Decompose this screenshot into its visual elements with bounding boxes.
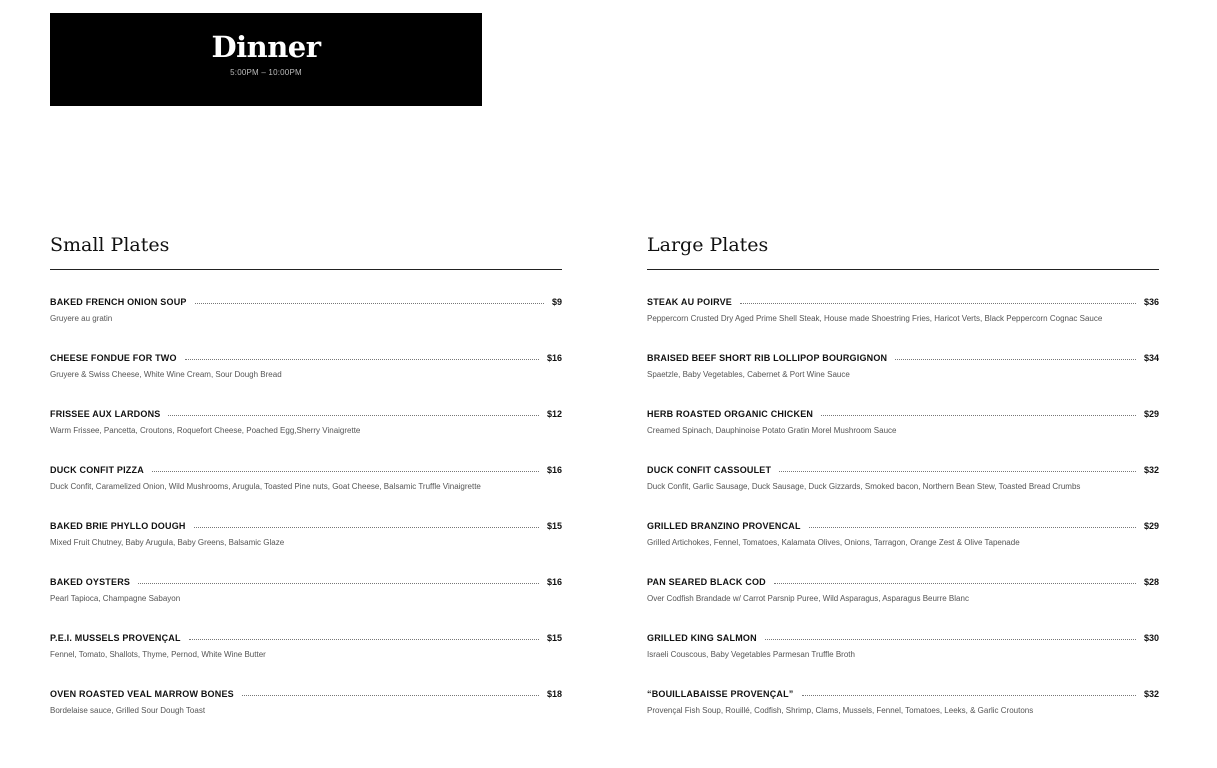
item-name: BAKED OYSTERS [50, 577, 131, 587]
item-name: OVEN ROASTED VEAL MARROW BONES [50, 689, 234, 699]
item-description: Creamed Spinach, Dauphinoise Potato Gratin Morel Mushroom Sauce [647, 426, 897, 435]
item-description: Mixed Fruit Chutney, Baby Arugula, Baby Greens, Balsamic Glaze [50, 538, 285, 547]
item-description: Grilled Artichokes, Fennel, Tomatoes, Kalamata Olives, Onions, Tarragon, Orange Zest & Olive Tapenade [647, 538, 1020, 547]
dotted-leader [821, 415, 1136, 416]
menu-item [647, 688, 1159, 744]
dotted-leader [138, 583, 539, 584]
item-price: $15 [546, 633, 562, 643]
item-name: CHEESE FONDUE FOR TWO [50, 353, 177, 363]
dotted-leader [774, 583, 1136, 584]
dotted-leader [152, 471, 539, 472]
item-price: $32 [1143, 465, 1159, 475]
item-description: Israeli Couscous, Baby Vegetables Parmesan Truffle Broth [647, 650, 855, 659]
item-name: DUCK CONFIT CASSOULET [647, 465, 772, 475]
item-name: P.E.I. MUSSELS PROVENÇAL [50, 633, 181, 643]
menu-item [50, 296, 562, 352]
item-description: Over Codfish Brandade w/ Carrot Parsnip Puree, Wild Asparagus, Asparagus Beurre Blanc [647, 594, 969, 603]
item-description: Duck Confit, Caramelized Onion, Wild Mushrooms, Arugula, Toasted Pine nuts, Goat Cheese, Balsamic Truffle Vinaigrette [50, 482, 481, 491]
dotted-leader [185, 359, 539, 360]
section-divider [647, 269, 1159, 270]
item-description: Spaetzle, Baby Vegetables, Cabernet & Port Wine Sauce [647, 370, 850, 379]
section-title-small-plates: Small Plates [50, 234, 170, 256]
item-name: HERB ROASTED ORGANIC CHICKEN [647, 409, 814, 419]
dotted-leader [194, 527, 539, 528]
dotted-leader [195, 303, 544, 304]
menu-item [50, 464, 562, 520]
menu-item [647, 408, 1159, 464]
large-plates-list [647, 296, 1159, 744]
item-description: Duck Confit, Garlic Sausage, Duck Sausage, Duck Gizzards, Smoked bacon, Northern Bean Stew, Toasted Bread Crumbs [647, 482, 1081, 491]
item-description: Peppercorn Crusted Dry Aged Prime Shell Steak, House made Shoestring Fries, Haricot Verts, Black Peppercorn Cognac Sauce [647, 314, 1103, 323]
menu-item [50, 576, 562, 632]
banner-hours: 5:00PM – 10:00PM [230, 68, 302, 77]
dotted-leader [740, 303, 1136, 304]
menu-item [50, 352, 562, 408]
small-plates-section [50, 233, 562, 744]
item-description: Fennel, Tomato, Shallots, Thyme, Pernod, White Wine Butter [50, 650, 266, 659]
item-price: $18 [546, 689, 562, 699]
dotted-leader [765, 639, 1136, 640]
menu-item [50, 408, 562, 464]
item-name: STEAK AU POIRVE [647, 297, 733, 307]
item-name: BAKED FRENCH ONION SOUP [50, 297, 187, 307]
item-price: $12 [546, 409, 562, 419]
item-price: $29 [1143, 409, 1159, 419]
dotted-leader [168, 415, 538, 416]
item-description: Provençal Fish Soup, Rouillé, Codfish, Shrimp, Clams, Mussels, Fennel, Tomatoes, Leeks, & Garlic Croutons [647, 706, 1034, 715]
item-name: GRILLED BRANZINO PROVENCAL [647, 521, 801, 531]
item-name: PAN SEARED BLACK COD [647, 577, 766, 587]
item-name: “BOUILLABAISSE PROVENÇAL” [647, 689, 794, 699]
item-description: Pearl Tapioca, Champagne Sabayon [50, 594, 181, 603]
dotted-leader [189, 639, 539, 640]
menu-item [647, 352, 1159, 408]
item-description: Gruyere & Swiss Cheese, White Wine Cream, Sour Dough Bread [50, 370, 282, 379]
dinner-banner [50, 13, 482, 106]
menu-item [50, 520, 562, 576]
item-name: DUCK CONFIT PIZZA [50, 465, 144, 475]
banner-title: Dinner [211, 30, 321, 64]
item-name: BAKED BRIE PHYLLO DOUGH [50, 521, 186, 531]
item-price: $36 [1143, 297, 1159, 307]
item-description: Bordelaise sauce, Grilled Sour Dough Toast [50, 706, 206, 715]
dotted-leader [809, 527, 1136, 528]
small-plates-list [50, 296, 562, 744]
item-description: Gruyere au gratin [50, 314, 113, 323]
section-divider [50, 269, 562, 270]
menu-item [50, 688, 562, 744]
item-name: BRAISED BEEF SHORT RIB LOLLIPOP BOURGIGNON [647, 353, 888, 363]
large-plates-section [647, 233, 1159, 744]
item-price: $16 [546, 465, 562, 475]
item-price: $9 [551, 297, 562, 307]
item-price: $30 [1143, 633, 1159, 643]
item-name: GRILLED KING SALMON [647, 633, 757, 643]
item-price: $16 [546, 353, 562, 363]
section-title-large-plates: Large Plates [647, 234, 769, 256]
dotted-leader [242, 695, 539, 696]
item-price: $34 [1143, 353, 1159, 363]
menu-item [647, 576, 1159, 632]
dotted-leader [802, 695, 1136, 696]
item-price: $15 [546, 521, 562, 531]
item-price: $28 [1143, 577, 1159, 587]
menu-item [647, 464, 1159, 520]
menu-item [647, 632, 1159, 688]
item-name: FRISSEE AUX LARDONS [50, 409, 161, 419]
item-price: $29 [1143, 521, 1159, 531]
menu-item [50, 632, 562, 688]
menu-item [647, 296, 1159, 352]
dotted-leader [895, 359, 1136, 360]
item-price: $32 [1143, 689, 1159, 699]
item-description: Warm Frissee, Pancetta, Croutons, Roquefort Cheese, Poached Egg,Sherry Vinaigrette [50, 426, 361, 435]
dotted-leader [779, 471, 1136, 472]
item-price: $16 [546, 577, 562, 587]
menu-item [647, 520, 1159, 576]
